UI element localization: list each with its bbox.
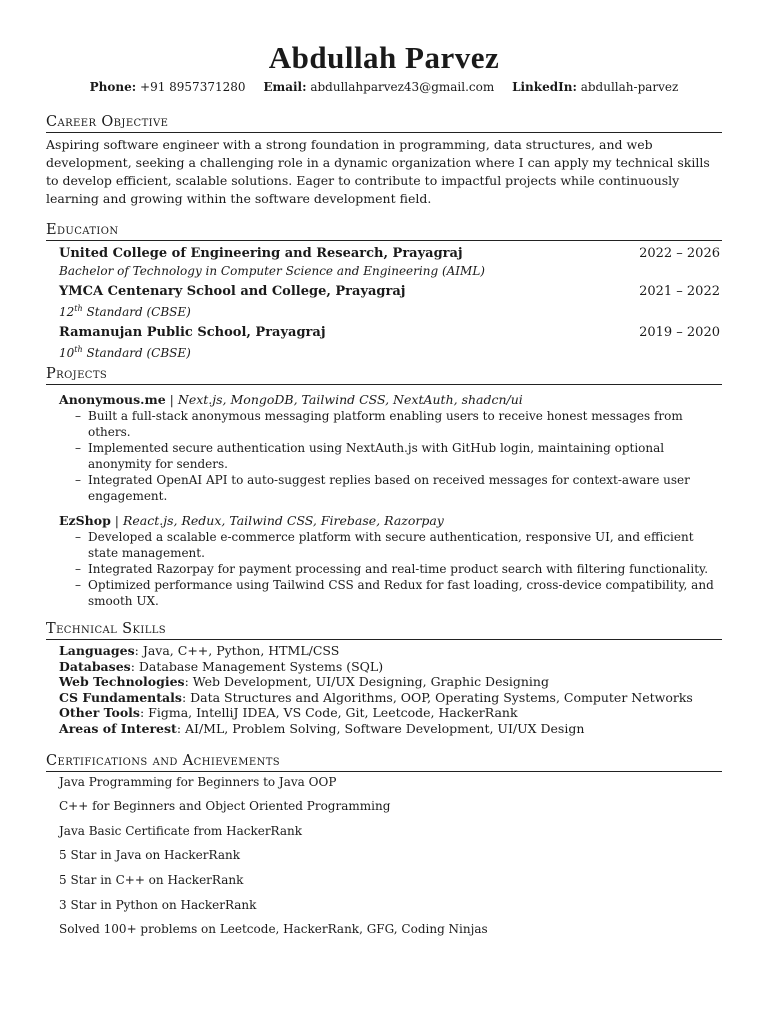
institution-name: Ramanujan Public School, Prayagraj	[59, 325, 326, 340]
skill-row	[59, 690, 722, 706]
degree-text: Bachelor of Technology in Computer Science and Engineering (AIML)	[59, 264, 485, 278]
project-tech-stack: React.js, Redux, Tailwind CSS, Firebase, Razorpay	[123, 513, 444, 528]
project-separator: |	[165, 392, 178, 407]
email-label: Email:	[263, 80, 307, 94]
certification-item: 5 Star in Java on HackerRank	[59, 848, 240, 863]
project-separator: |	[110, 513, 123, 528]
project-name: EzShop	[59, 513, 111, 528]
certification-item: Java Basic Certificate from HackerRank	[59, 823, 303, 838]
education-dates: 2021 – 2022	[639, 284, 720, 299]
linkedin-contact	[512, 80, 678, 94]
project-entry	[46, 391, 722, 504]
skill-label: Areas of Interest	[59, 720, 177, 736]
bullet-dash: –	[75, 530, 81, 544]
bullet-text: Integrated OpenAI API to auto-suggest replies based on received messages for context-aware user engagement.	[88, 473, 690, 503]
degree-board: Standard (CBSE)	[82, 346, 191, 360]
skill-label: Other Tools	[59, 705, 140, 721]
project-name: Anonymous.me	[59, 392, 166, 407]
education-dates: 2022 – 2026	[639, 246, 720, 261]
linkedin-handle[interactable]: abdullah-parvez	[580, 80, 679, 94]
candidate-name: Abdullah Parvez	[268, 40, 500, 75]
bullet-text: Integrated Razorpay for payment processing and real-time product search with filtering functionality.	[88, 562, 709, 576]
skill-label: Languages	[59, 643, 135, 658]
linkedin-label: LinkedIn:	[512, 80, 577, 94]
degree-board: Standard (CBSE)	[82, 305, 191, 319]
phone-number: +91 8957371280	[140, 80, 246, 94]
bullet-text: Built a full-stack anonymous messaging platform enabling users to receive honest messages from others.	[88, 409, 683, 439]
skill-value: : Database Management Systems (SQL)	[130, 658, 384, 674]
project-bullet	[75, 408, 722, 440]
bullet-dash: –	[75, 473, 81, 487]
certifications-list	[46, 774, 722, 938]
certification-item: 5 Star in C++ on HackerRank	[59, 872, 244, 887]
project-bullets	[59, 529, 722, 609]
project-bullets	[59, 408, 722, 504]
degree-grade: 10	[59, 346, 75, 360]
skill-row	[59, 643, 722, 659]
bullet-dash: –	[75, 441, 81, 455]
institution-name: United College of Engineering and Research, Prayagraj	[59, 246, 463, 261]
skill-value: : AI/ML, Problem Solving, Software Development, UI/UX Design	[176, 720, 585, 736]
degree-ordinal: th	[74, 345, 83, 354]
skill-value: : Data Structures and Algorithms, OOP, Operating Systems, Computer Networks	[181, 689, 693, 705]
degree-text	[59, 342, 722, 361]
bullet-text: Implemented secure authentication using NextAuth.js with GitHub login, maintaining optional anonymity for senders.	[88, 441, 665, 471]
education-heading: Education	[46, 222, 722, 241]
projects-heading: Projects	[46, 366, 722, 385]
project-bullet	[75, 561, 722, 577]
skill-label: Databases	[59, 658, 131, 674]
skill-row	[59, 659, 722, 675]
institution-name: YMCA Centenary School and College, Prayagraj	[59, 284, 406, 299]
bullet-dash: –	[75, 578, 81, 592]
skill-value: : Web Development, UI/UX Designing, Graphic Designing	[184, 674, 549, 690]
objective-heading: Career Objective	[46, 114, 722, 133]
skills-section	[46, 621, 722, 737]
project-tech-stack: Next.js, MongoDB, Tailwind CSS, NextAuth, shadcn/ui	[177, 392, 523, 407]
certification-item: 3 Star in Python on HackerRank	[59, 897, 257, 912]
skill-value: : Figma, IntelliJ IDEA, VS Code, Git, Leetcode, HackerRank	[139, 705, 518, 721]
skill-value: : Java, C++, Python, HTML/CSS	[134, 643, 340, 658]
skill-row	[59, 721, 722, 737]
certifications-section	[46, 753, 722, 938]
certification-item: Solved 100+ problems on Leetcode, HackerRank, GFG, Coding Ninjas	[59, 922, 488, 937]
bullet-dash: –	[75, 562, 81, 576]
email-contact	[263, 80, 494, 94]
skills-heading: Technical Skills	[46, 621, 722, 640]
bullet-text: Developed a scalable e-commerce platform with secure authentication, responsive UI, and efficient state management.	[88, 530, 694, 560]
degree-ordinal: th	[74, 304, 83, 313]
degree-grade: 12	[59, 305, 75, 319]
project-bullet	[75, 472, 722, 504]
certification-item: Java Programming for Beginners to Java OOP	[59, 774, 337, 789]
project-bullet	[75, 577, 722, 609]
education-section	[46, 222, 722, 361]
skill-row	[59, 705, 722, 721]
contact-line	[46, 79, 722, 95]
objective-text: Aspiring software engineer with a strong foundation in programming, data structures, and web development, seeking a challenging role in a dynamic organization where I can apply my technical skills to develop efficient, scalable solutions. Eager to contribute to impactful projects while continuously learning and growing within the software development field.	[46, 137, 710, 206]
project-bullet	[75, 529, 722, 561]
education-dates: 2019 – 2020	[639, 325, 720, 340]
education-entry	[46, 283, 722, 320]
skill-row	[59, 674, 722, 690]
project-entry	[46, 512, 722, 609]
objective-section	[46, 114, 722, 208]
phone-contact	[90, 80, 246, 94]
skill-label: CS Fundamentals	[59, 689, 182, 705]
email-address[interactable]: abdullahparvez43@gmail.com	[310, 80, 495, 94]
phone-label: Phone:	[89, 80, 137, 94]
bullet-text: Optimized performance using Tailwind CSS and Redux for fast loading, cross-device compatibility, and smooth UX.	[88, 578, 714, 608]
skills-list	[46, 643, 722, 737]
education-entry	[46, 245, 722, 279]
projects-section	[46, 366, 722, 609]
certifications-heading: Certifications and Achievements	[46, 753, 722, 772]
degree-text	[59, 301, 722, 320]
bullet-dash: –	[75, 409, 81, 423]
certification-item: C++ for Beginners and Object Oriented Programming	[59, 799, 391, 814]
education-entry	[46, 324, 722, 361]
project-bullet	[75, 440, 722, 472]
skill-label: Web Technologies	[59, 674, 185, 690]
